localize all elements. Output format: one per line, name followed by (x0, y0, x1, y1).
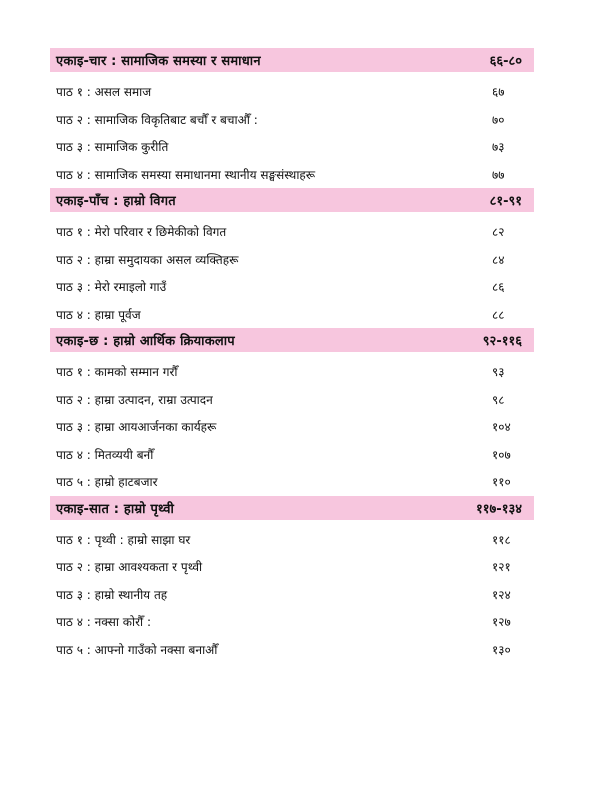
lesson-list (50, 218, 534, 328)
lesson-page-number: ११० (492, 475, 511, 490)
lesson-page-number: १३० (492, 642, 511, 657)
lesson-row (56, 301, 522, 329)
lesson-page-number: ७० (492, 112, 505, 127)
lesson-page-number: १२४ (492, 587, 511, 602)
unit-title: एकाइ-सात : हाम्रो पृथ्वी (56, 501, 175, 517)
lesson-title: पाठ २ : हाम्रा समुदायका असल व्यक्तिहरू (56, 252, 239, 267)
lesson-page-number: १०४ (492, 420, 511, 435)
lesson-page-number: ९८ (492, 392, 505, 407)
lesson-row (56, 358, 522, 386)
lesson-row (56, 218, 522, 246)
lesson-title: पाठ २ : सामाजिक विकृतिबाट बचौँ र बचाऔँ : (56, 112, 258, 127)
lesson-title: पाठ १ : असल समाज (56, 85, 152, 100)
lesson-title: पाठ ४ : हाम्रा पूर्वज (56, 307, 141, 322)
lesson-title: पाठ १ : मेरो परिवार र छिमेकीको विगत (56, 225, 227, 240)
unit-page-range: ११७-१३४ (476, 501, 522, 517)
lesson-title: पाठ १ : पृथ्वी : हाम्रो साझा घर (56, 532, 191, 547)
lesson-page-number: १२१ (492, 560, 511, 575)
lesson-page-number: ११८ (492, 532, 511, 547)
unit-title: एकाइ-छ : हाम्रो आर्थिक क्रियाकलाप (56, 334, 235, 349)
lesson-page-number: ८४ (492, 252, 505, 267)
lesson-title: पाठ ४ : मितव्ययी बनौँ (56, 447, 154, 462)
unit-page-range: ८१-९१ (489, 194, 522, 209)
lesson-list (50, 78, 534, 188)
unit-section (50, 48, 534, 188)
lesson-row (56, 386, 522, 414)
lesson-title: पाठ ३ : सामाजिक कुरीति (56, 140, 169, 155)
lesson-title: पाठ ३ : हाम्रो स्थानीय तह (56, 587, 168, 602)
lesson-page-number: ७७ (492, 167, 505, 182)
lesson-page-number: ९३ (492, 365, 505, 380)
lesson-row (56, 581, 522, 609)
lesson-page-number: ८८ (492, 307, 505, 322)
lesson-title: पाठ ४ : सामाजिक समस्या समाधानमा स्थानीय सङ्घसंस्थाहरू (56, 167, 316, 182)
lesson-title: पाठ ४ : नक्सा कोरौँ : (56, 615, 151, 630)
lesson-page-number: ६७ (492, 85, 505, 100)
lesson-list (50, 358, 534, 496)
unit-header (50, 328, 534, 352)
unit-header (50, 48, 534, 72)
lesson-list (50, 526, 534, 664)
lesson-row (56, 441, 522, 469)
unit-header (50, 188, 534, 212)
unit-section (50, 328, 534, 496)
lesson-row (56, 246, 522, 274)
unit-page-range: ६६-८० (489, 54, 522, 69)
lesson-page-number: १२७ (492, 615, 511, 630)
unit-section (50, 188, 534, 328)
lesson-page-number: ७३ (492, 140, 505, 155)
lesson-title: पाठ २ : हाम्रा उत्पादन, राम्रा उत्पादन (56, 392, 213, 407)
unit-title: एकाइ-पाँच : हाम्रो विगत (56, 194, 176, 209)
unit-section (50, 496, 534, 664)
unit-header (50, 496, 534, 520)
lesson-row (56, 78, 522, 106)
lesson-row (56, 468, 522, 496)
unit-page-range: ९२-११६ (482, 334, 522, 349)
lesson-row (56, 636, 522, 664)
lesson-title: पाठ ३ : मेरो रमाइलो गाउँ (56, 280, 167, 295)
lesson-row (56, 608, 522, 636)
unit-title: एकाइ-चार : सामाजिक समस्या र समाधान (56, 54, 261, 69)
lesson-row (56, 413, 522, 441)
lesson-title: पाठ ५ : हाम्रो हाटबजार (56, 475, 158, 490)
lesson-row (56, 133, 522, 161)
lesson-title: पाठ ३ : हाम्रा आयआर्जनका कार्यहरू (56, 420, 217, 435)
lesson-title: पाठ ५ : आफ्नो गाउँको नक्सा बनाऔँ (56, 642, 218, 657)
lesson-row (56, 161, 522, 189)
lesson-page-number: ८२ (492, 225, 505, 240)
lesson-title: पाठ २ : हाम्रा आवश्यकता र पृथ्वी (56, 560, 203, 575)
table-of-contents (50, 48, 534, 663)
lesson-row (56, 526, 522, 554)
lesson-title: पाठ १ : कामको सम्मान गरौँ (56, 365, 178, 380)
lesson-row (56, 273, 522, 301)
lesson-page-number: १०७ (492, 447, 511, 462)
lesson-page-number: ८६ (492, 280, 505, 295)
lesson-row (56, 106, 522, 134)
lesson-row (56, 553, 522, 581)
